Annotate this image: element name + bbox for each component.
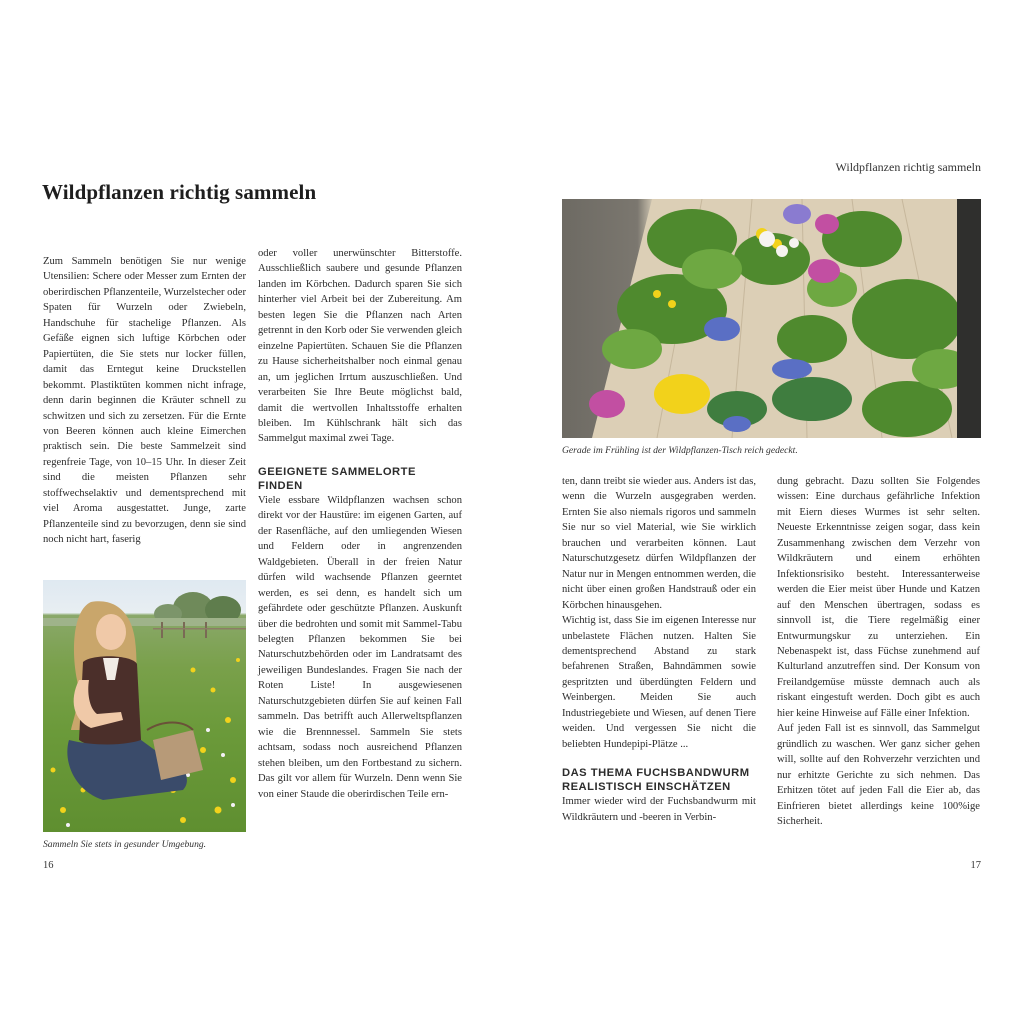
herbs-table-photo: [562, 199, 981, 438]
right-column-1-text-b: Wichtig ist, dass Sie im eigenen Interesse nur unbelastete Flächen nutzen. Halten Sie dementsprechend Abstand zu stark befahrenen Straßen, Bahndämmen sowie gespritzten und überdüngten Feldern und Weinbergen. Meiden Sie auch Industriegebiete und Wiesen, auf denen Tiere weiden. Und vergessen Sie nicht die beliebten Hundepipi-Plätze ...: [562, 615, 756, 750]
section-heading-line: REALISTISCH EINSCHÄTZEN: [562, 781, 731, 794]
page-title: Wildpflanzen richtig sammeln: [42, 180, 317, 204]
page-number-right: 17: [970, 860, 981, 871]
right-column-2-text: dung gebracht. Dazu sollten Sie Folgendes wissen: Eine durchaus gefährliche Infektion mit Eiern dieses Wurmes ist sehr selten. Neueste Erkenntnisse zeigen sogar, dass kein Zusammenhang zwischen dem Verzehr von Wildkräutern und einem erhöhten Infektionsrisiko besteht. Interessanterweise werden die Eier meist über Hunde und Katzen auf den Menschen übertragen, sodass es sinnvoll ist, die Tiere regelmäßig einer Entwurmungskur zu unterziehen. Ein Nebenaspekt ist, dass Füchse zunehmend auf Kulturland anzutreffen sind. Der Konsum von Freilandgemüse müsste demnach auch als riskant eingestuft werden. Doch gibt es auch hier keine Hinweise auf Fälle einer Infektion.: [777, 476, 980, 719]
right-column-1: [562, 474, 756, 825]
page-number-left: 16: [43, 860, 54, 871]
right-column-2-text-b: Auf jeden Fall ist es sinnvoll, das Sammelgut gründlich zu waschen. Wer ganz sicher gehen will, sollte auf den Rohverzehr verzichten und nur erhitzte Gerichte zu sich nehmen. Das Erhitzen tötet auf jeden Fall die Eier ab, das Einfrieren bietet allerdings keine 100%ige Sicherheit.: [777, 723, 980, 827]
right-column-1-text-c: Immer wieder wird der Fuchsbandwurm mit Wildkräutern und -beeren in Verbin-: [562, 796, 756, 823]
meadow-photo-caption: Sammeln Sie stets in gesunder Umgebung.: [43, 839, 207, 850]
herbs-photo-caption: Gerade im Frühling ist der Wildpflanzen-Tisch reich gedeckt.: [562, 445, 798, 456]
section-heading-line: GEEIGNETE SAMMELORTE: [258, 465, 416, 478]
section-heading-sammelorte: [258, 465, 462, 493]
left-column-1-text: Zum Sammeln benötigen Sie nur wenige Utensilien: Schere oder Messer zum Ernten der oberirdischen Pflanzenteile, Wurzelstecher oder Spaten für Wurzeln oder Zwiebeln, Handschuhe für stachelige Pflanzen. Als Gefäße eignen sich luftige Körbchen oder Papiertüten, die Sie stets nur locker füllen, damit das Erntegut keine Druckstellen bekommt. Plastiktüten kommen nicht infrage, denn darin beginnen die Kräuter schnell zu schwitzen und sich zu zersetzen. Für die Ernte von Beeren können auch kleine Eimerchen praktisch sein. Die beste Sammelzeit sind regenfreie Tage, von 10–15 Uhr. In dieser Zeit sind die meisten Pflanzen sehr stoffwechselaktiv und dementsprechend mit viel Aroma ausgestattet. Junge, zarte Pflanzenteile sind zu bevorzugen, denn sie sind noch nicht hart, faserig: [43, 256, 246, 546]
left-column-1: [43, 254, 246, 548]
section-heading-line: DAS THEMA FUCHSBANDWURM: [562, 767, 750, 780]
right-column-2: [777, 474, 980, 829]
section-heading-fuchsbandwurm: [562, 766, 756, 794]
meadow-photo: [43, 580, 246, 832]
left-column-2-text-b: Viele essbare Wildpflanzen wachsen schon direkt vor der Haustüre: im eigenen Garten, auf der Rasenfläche, auf den umliegenden Wiesen und Feldern oder in angrenzenden Waldgebieten. Überall in der freien Natur dürfen wild wachsende Pflanzen geerntet werden, es sei denn, es handelt sich um gefährdete oder geschützte Pflanzen. Auskunft über die bedrohten und somit mit Sammel-Tabu belegten Pflanzen bekommen Sie bei Naturschutzbehörden oder im Landratsamt des jeweiligen Bundeslandes. Fragen Sie nach der Roten Liste! In ausgewiesenen Naturschutzgebieten dürfen Sie auf keinen Fall sammeln. Das betrifft auch Allerweltspflanzen wie die Brennnessel. Sammeln Sie stets achtsam, sodass noch ausreichend Pflanzen stehen bleiben, um den Fortbestand zu sichern. Das gilt vor allem für Wurzeln. Denn wenn Sie von einer Staude die oberirdischen Teile ern-: [258, 494, 462, 800]
running-head: Wildpflanzen richtig sammeln: [835, 160, 981, 174]
right-page: [512, 0, 1024, 1024]
left-column-2-text: oder voller unerwünschter Bitterstoffe. Ausschließlich saubere und gesunde Pflanzen landen im Körbchen. Dadurch sparen Sie sich hinterher viel Arbeit bei der Zubereitung. Am besten legen Sie die Pflanzen nach Arten getrennt in den Korb oder Sie verwenden gleich einzelne Papiertüten. Schauen Sie die Pflanzen zu Hause sicherheitshalber noch einmal genau an, um jeglichen Irrtum auszuschließen. Und verarbeiten Sie Ihre Beute möglichst bald, damit die wertvollen Inhaltsstoffe erhalten bleiben. Im Kühlschrank hält sich das Sammelgut maximal zwei Tage.: [258, 248, 462, 445]
left-column-2: [258, 246, 462, 802]
right-column-1-text: ten, dann treibt sie wieder aus. Anders ist das, wenn die Wurzeln ausgegraben werden. Ernten Sie also niemals rigoros und sammeln Sie nur so viel Material, wie Sie wirklich brauchen und verarbeiten können. Laut Naturschutzgesetz dürfen Wildpflanzen der Natur nur in Mengen entnommen werden, die nicht über einen großen Handstrauß oder ein Körbchen hinausgehen.: [562, 476, 756, 611]
section-heading-line: FINDEN: [258, 479, 303, 492]
